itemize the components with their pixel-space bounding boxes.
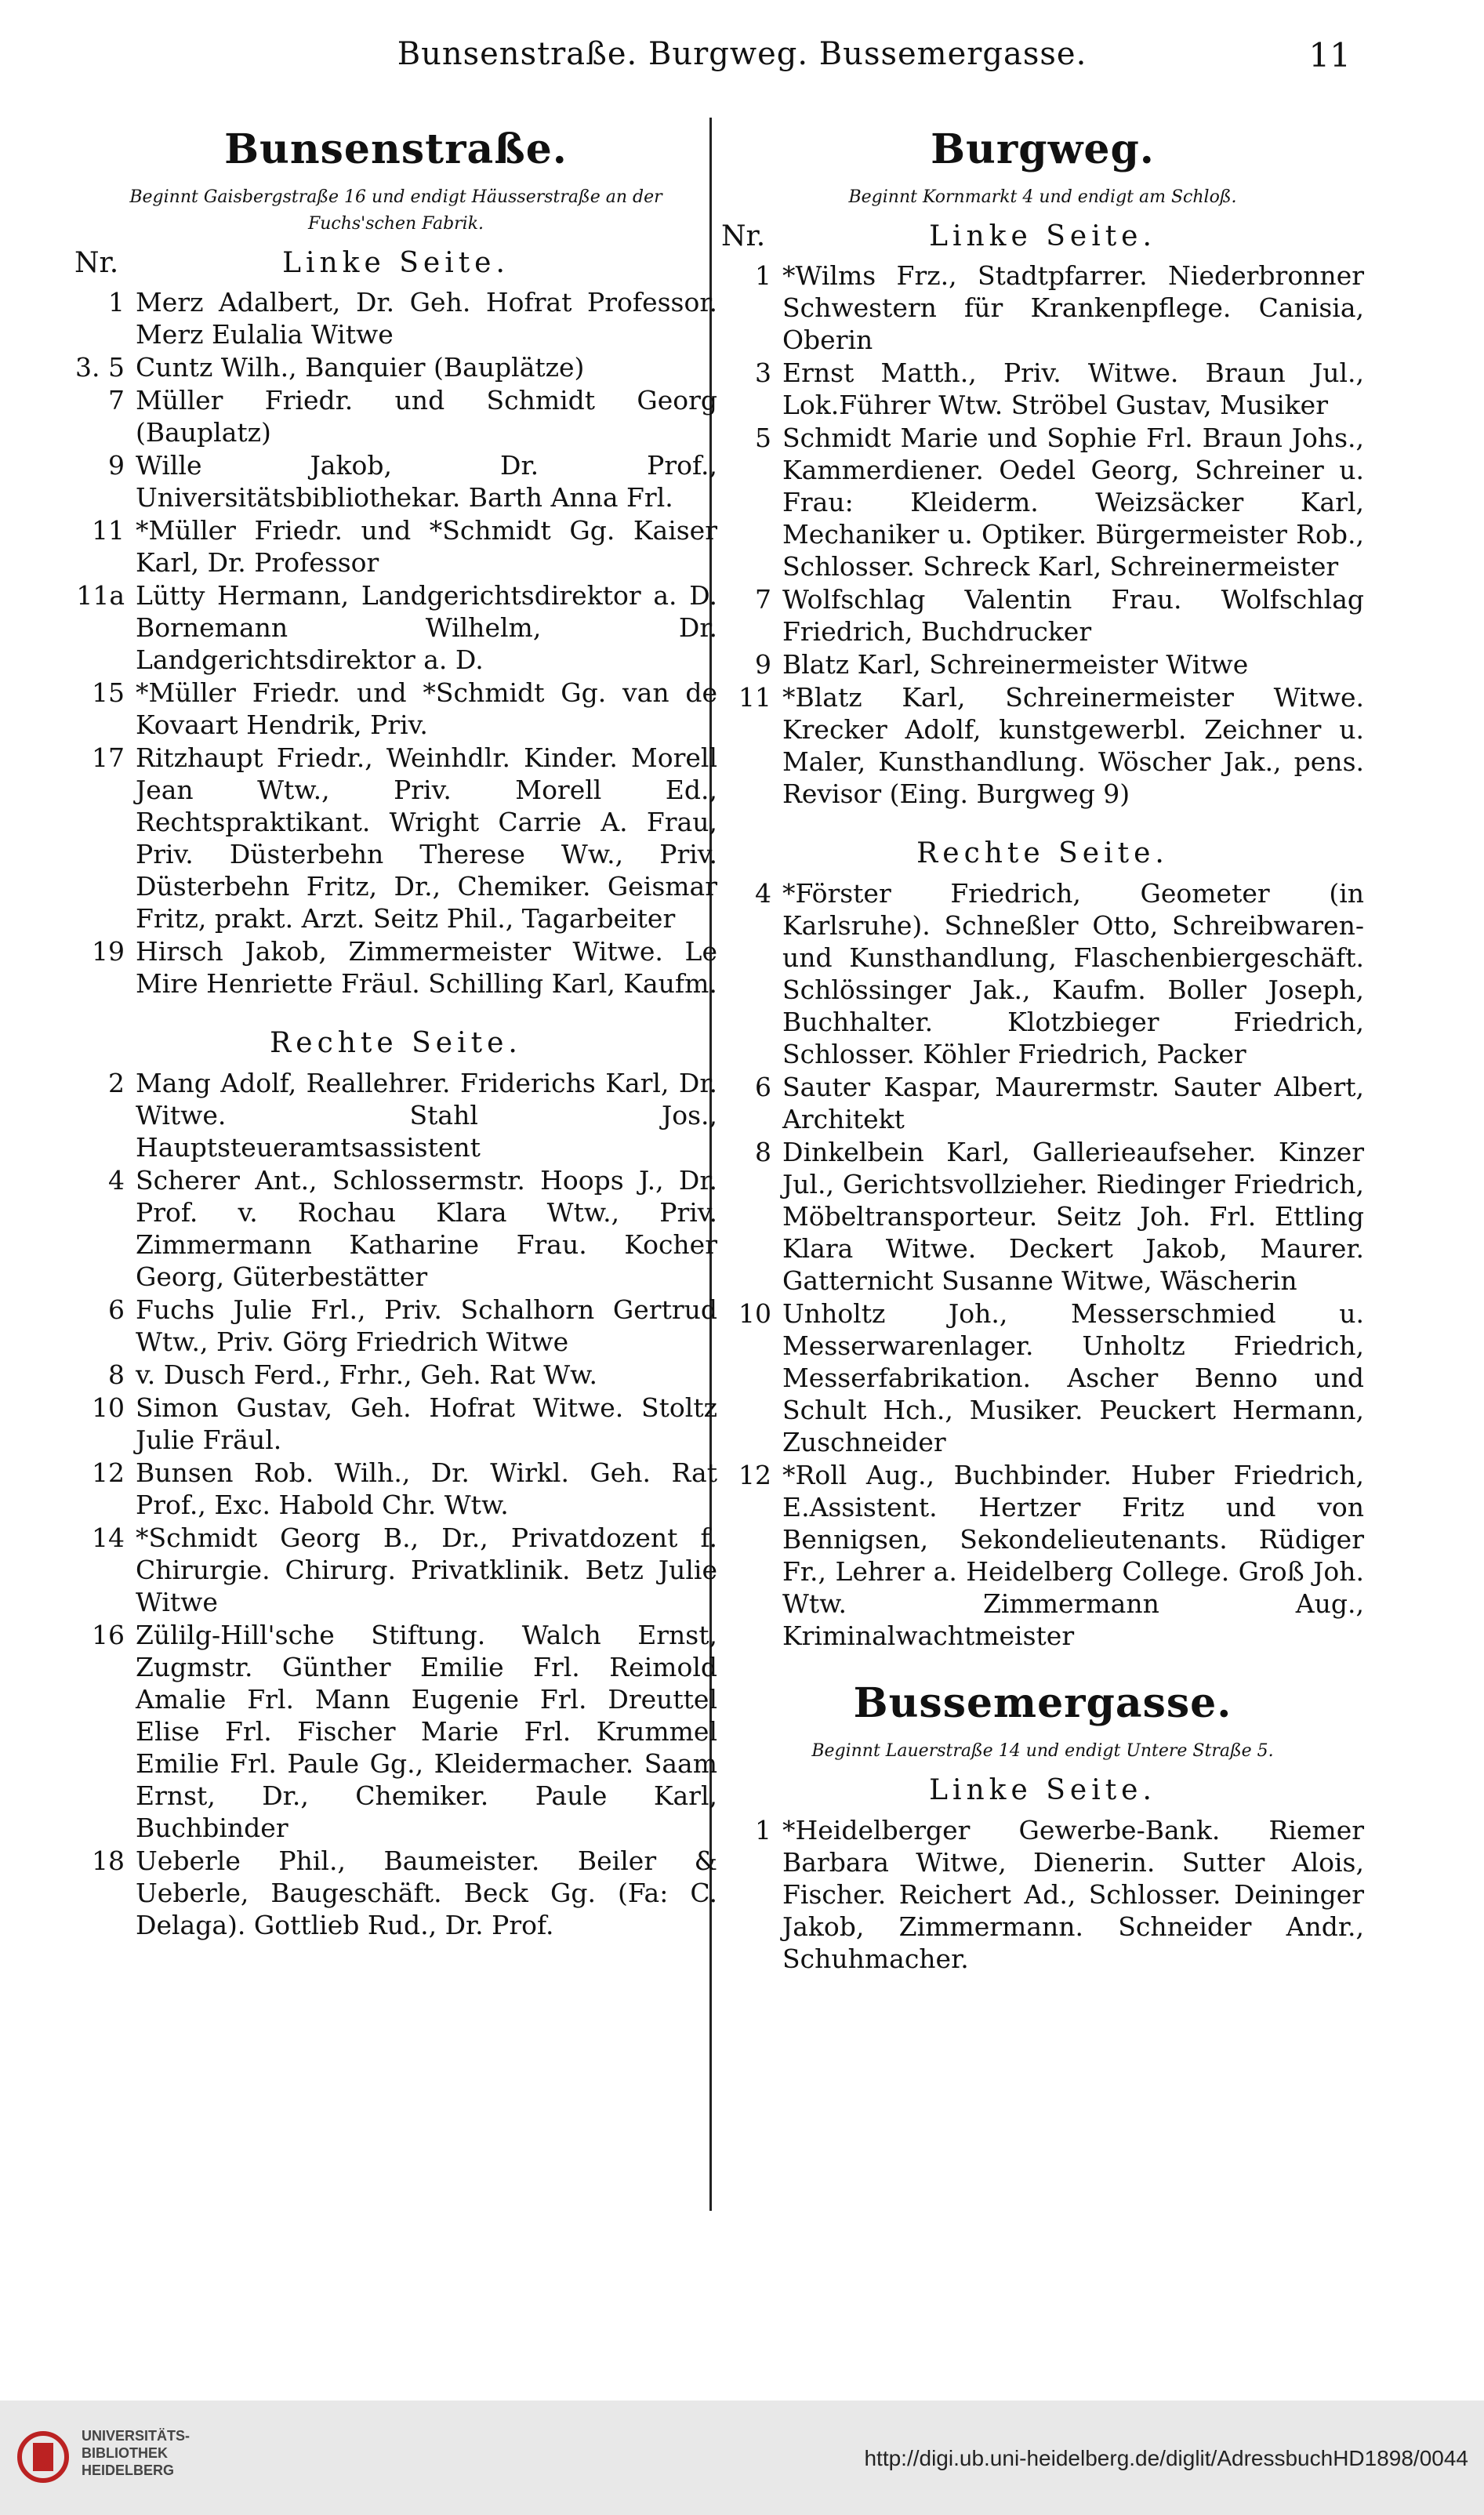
address-entry: [74, 677, 717, 741]
residents: Wille Jakob, Dr. Prof., Universitätsbibliothekar. Barth Anna Frl.: [136, 450, 717, 513]
address-entry: [74, 742, 717, 935]
residents: Merz Adalbert, Dr. Geh. Hofrat Professor. Merz Eulalia Witwe: [136, 287, 717, 350]
address-entry: [74, 1359, 717, 1391]
address-entry: [721, 357, 1364, 421]
street-description: Beginnt Gaisbergstraße 16 und endigt Häusserstraße an der Fuchs'schen Fabrik.: [129, 187, 662, 234]
logo-line: UNIVERSITÄTS-: [82, 2428, 190, 2444]
address-entry: [74, 351, 717, 383]
entry-list: [74, 1067, 717, 1941]
residents: Hirsch Jakob, Zimmermeister Witwe. Le Mire Henriette Fräul. Schilling Karl, Kaufm.: [136, 936, 717, 999]
address-entry: [74, 514, 717, 579]
house-number: 7: [755, 584, 771, 615]
address-entry: [74, 1457, 717, 1521]
address-entry: [74, 1522, 717, 1618]
house-number: 1: [755, 260, 771, 291]
residents: *Wilms Frz., Stadtpfarrer. Niederbronner Schwestern für Krankenpflege. Canisia, Oberin: [782, 260, 1364, 355]
house-number: 14: [92, 1522, 125, 1553]
logo-line: BIBLIOTHEK: [82, 2445, 168, 2461]
residents: Simon Gustav, Geh. Hofrat Witwe. Stoltz Julie Fräul.: [136, 1392, 717, 1455]
residents: Unholtz Joh., Messerschmied u. Messerwarenlager. Unholtz Friedrich, Messerfabrikation. Ascher Benno und Schult Hch., Musiker. Peuckert Hermann, Zuschneider: [782, 1298, 1364, 1457]
residents: *Förster Friedrich, Geometer (in Karlsruhe). Schneßler Otto, Schreibwaren- und Kunsthandlung, Flaschenbiergeschäft. Schlössinger Jak., Kaufm. Boller Joseph, Buchhalter. Klotzbieger Friedrich, Schlosser. Köhler Friedrich, Packer: [782, 878, 1364, 1069]
house-number: 4: [755, 878, 771, 909]
entry-list: [721, 877, 1364, 1652]
residents: *Müller Friedr. und *Schmidt Gg. van de Kovaart Hendrik, Priv.: [136, 677, 717, 740]
house-number: 18: [92, 1845, 125, 1876]
address-entry: [74, 449, 717, 514]
house-number: 2: [108, 1068, 125, 1098]
house-number: 12: [738, 1460, 771, 1490]
residents: Fuchs Julie Frl., Priv. Schalhorn Gertrud Wtw., Priv. Görg Friedrich Witwe: [136, 1294, 717, 1357]
permalink[interactable]: http://digi.ub.uni-heidelberg.de/diglit/AdressbuchHD1898/0044: [864, 2446, 1468, 2470]
side-heading-left: Linke Seite.: [282, 247, 510, 279]
page-number: 11: [1308, 36, 1351, 74]
address-entry: [721, 1814, 1364, 1975]
side-heading-right: Rechte Seite.: [916, 837, 1169, 869]
address-entry: [74, 1067, 717, 1163]
nr-label: Nr.: [74, 247, 119, 279]
house-number: 9: [108, 450, 125, 481]
running-head: Bunsenstraße. Burgweg. Bussemergasse.: [397, 36, 1087, 72]
spacer: [721, 811, 1364, 829]
address-entry: [74, 1164, 717, 1293]
house-number: 15: [92, 677, 125, 708]
spacer: [721, 1653, 1364, 1671]
house-number: 19: [92, 936, 125, 967]
spacer: [74, 1000, 717, 1019]
residents: v. Dusch Ferd., Frhr., Geh. Rat Ww.: [136, 1359, 598, 1390]
residents: Zülilg-Hill'sche Stiftung. Walch Ernst, Zugmstr. Günther Emilie Frl. Reimold Amalie Frl. Mann Eugenie Frl. Dreuttel Elise Frl. Fischer Marie Frl. Krummel Emilie Frl. Paule Gg., Kleidermacher. Saam Ernst, Dr., Chemiker. Paule Karl, Buchbinder: [136, 1620, 717, 1843]
address-entry: [721, 583, 1364, 648]
page-header: [0, 31, 1484, 94]
logo-line: HEIDELBERG: [82, 2462, 175, 2478]
address-entry: [721, 877, 1364, 1070]
address-entry: [74, 1619, 717, 1844]
residents: Scherer Ant., Schlossermstr. Hoops J., Dr. Prof. v. Rochau Klara Wtw., Priv. Zimmermann Katharine Frau. Kocher Georg, Güterbestätter: [136, 1165, 717, 1292]
residents: Dinkelbein Karl, Gallerieaufseher. Kinzer Jul., Gerichtsvollzieher. Riedinger Friedrich, Möbeltransporteur. Seitz Joh. Frl. Ettling Klara Witwe. Deckert Jakob, Maurer. Gatternicht Susanne Witwe, Wäscherin: [782, 1137, 1364, 1296]
side-heading-row: [721, 220, 1364, 259]
library-logo-icon: [16, 2426, 71, 2488]
house-number: 8: [108, 1359, 125, 1390]
house-number: 3: [755, 357, 771, 388]
residents: Blatz Karl, Schreinermeister Witwe: [782, 649, 1249, 680]
address-entry: [74, 579, 717, 676]
address-entry: [721, 1297, 1364, 1458]
nr-label: Nr.: [721, 220, 766, 252]
house-number: 4: [108, 1165, 125, 1196]
side-heading-row: [74, 247, 717, 286]
house-number: 17: [92, 742, 125, 773]
residents: *Heidelberger Gewerbe-Bank. Riemer Barbara Witwe, Dienerin. Sutter Alois, Fischer. Reichert Ad., Schlosser. Deininger Jakob, Zimmermann. Schneider Andr., Schuhmacher.: [782, 1815, 1364, 1974]
side-heading-left: Linke Seite.: [929, 220, 1156, 252]
house-number: 8: [755, 1137, 771, 1167]
residents: Wolfschlag Valentin Frau. Wolfschlag Friedrich, Buchdrucker: [782, 584, 1364, 647]
house-number: 7: [108, 385, 125, 416]
street-description: Beginnt Kornmarkt 4 und endigt am Schloß.: [848, 187, 1237, 207]
residents: *Roll Aug., Buchbinder. Huber Friedrich, E.Assistent. Hertzer Fritz und von Bennigsen, Sekondelieutenants. Rüdiger Fr., Lehrer a. Heidelberg College. Groß Joh. Wtw. Zimmermann Aug., Kriminalwachtmeister: [782, 1460, 1364, 1651]
house-number: 6: [755, 1072, 771, 1102]
address-entry: [721, 1071, 1364, 1135]
residents: Ernst Matth., Priv. Witwe. Braun Jul., Lok.Führer Wtw. Ströbel Gustav, Musiker: [782, 357, 1364, 420]
house-number: 11a: [76, 580, 125, 611]
address-entry: [721, 1459, 1364, 1652]
address-entry: [74, 286, 717, 350]
house-number: 10: [738, 1298, 771, 1329]
street-title-bussemergasse: Bussemergasse.: [853, 1679, 1232, 1727]
house-number: 5: [755, 423, 771, 453]
entry-list: [74, 286, 717, 1000]
address-entry: [74, 1294, 717, 1358]
street-title-bunsenstrasse: Bunsenstraße.: [224, 125, 568, 173]
residents: Mang Adolf, Reallehrer. Friderichs Karl, Dr. Witwe. Stahl Jos., Hauptsteueramtsassistent: [136, 1068, 717, 1163]
address-entry: [74, 1845, 717, 1941]
residents: *Müller Friedr. und *Schmidt Gg. Kaiser Karl, Dr. Professor: [136, 515, 717, 578]
address-entry: [721, 681, 1364, 810]
house-number: 3. 5: [75, 352, 125, 383]
side-heading-left: Linke Seite.: [929, 1774, 1156, 1806]
house-number: 1: [108, 287, 125, 318]
address-entry: [721, 1136, 1364, 1297]
house-number: 11: [738, 682, 771, 713]
right-column: [721, 118, 1364, 1976]
residents: Müller Friedr. und Schmidt Georg (Bauplatz): [136, 385, 717, 448]
house-number: 11: [92, 515, 125, 546]
left-column: [74, 118, 717, 1942]
residents: *Schmidt Georg B., Dr., Privatdozent f. Chirurgie. Chirurg. Privatklinik. Betz Julie Witwe: [136, 1522, 717, 1617]
library-logo-text: [82, 2427, 190, 2479]
house-number: 6: [108, 1294, 125, 1325]
house-number: 16: [92, 1620, 125, 1650]
address-entry: [721, 648, 1364, 680]
address-entry: [74, 935, 717, 1000]
address-entry: [74, 1392, 717, 1456]
residents: Sauter Kaspar, Maurermstr. Sauter Albert, Architekt: [782, 1072, 1364, 1134]
residents: Ritzhaupt Friedr., Weinhdlr. Kinder. Morell Jean Wtw., Priv. Morell Ed., Rechtspraktikant. Wright Carrie A. Frau, Priv. Düsterbehn Therese Ww., Priv. Düsterbehn Fritz, Dr., Chemiker. Geismar Fritz, prakt. Arzt. Seitz Phil., Tagarbeiter: [136, 742, 717, 934]
residents: Bunsen Rob. Wilh., Dr. Wirkl. Geh. Rat Prof., Exc. Habold Chr. Wtw.: [136, 1457, 717, 1520]
residents: Cuntz Wilh., Banquier (Bauplätze): [136, 352, 585, 383]
entry-list: [721, 1814, 1364, 1975]
house-number: 1: [755, 1815, 771, 1845]
residents: Lütty Hermann, Landgerichtsdirektor a. D. Bornemann Wilhelm, Dr. Landgerichtsdirektor a. D.: [136, 580, 717, 675]
address-entry: [74, 384, 717, 448]
address-entry: [721, 422, 1364, 582]
residents: *Blatz Karl, Schreinermeister Witwe. Krecker Adolf, kunstgewerbl. Zeichner u. Maler, Kunsthandlung. Wöscher Jak., pens. Revisor (Eing. Burgweg 9): [782, 682, 1364, 809]
house-number: 10: [92, 1392, 125, 1423]
side-heading-right: Rechte Seite.: [270, 1027, 522, 1059]
entry-list: [721, 259, 1364, 810]
house-number: 9: [755, 649, 771, 680]
residents: Ueberle Phil., Baumeister. Beiler & Ueberle, Baugeschäft. Beck Gg. (Fa: C. Delaga). Gottlieb Rud., Dr. Prof.: [136, 1845, 717, 1940]
residents: Schmidt Marie und Sophie Frl. Braun Johs., Kammerdiener. Oedel Georg, Schreiner u. Frau: Kleiderm. Weizsäcker Karl, Mechaniker u. Optiker. Bürgermeister Rob., Schlosser. Schreck Karl, Schreinermeister: [782, 423, 1364, 582]
street-description: Beginnt Lauerstraße 14 und endigt Untere Straße 5.: [811, 1741, 1274, 1761]
viewer-footer: [0, 2401, 1484, 2515]
house-number: 12: [92, 1457, 125, 1488]
street-title-burgweg: Burgweg.: [931, 125, 1155, 173]
address-entry: [721, 259, 1364, 356]
